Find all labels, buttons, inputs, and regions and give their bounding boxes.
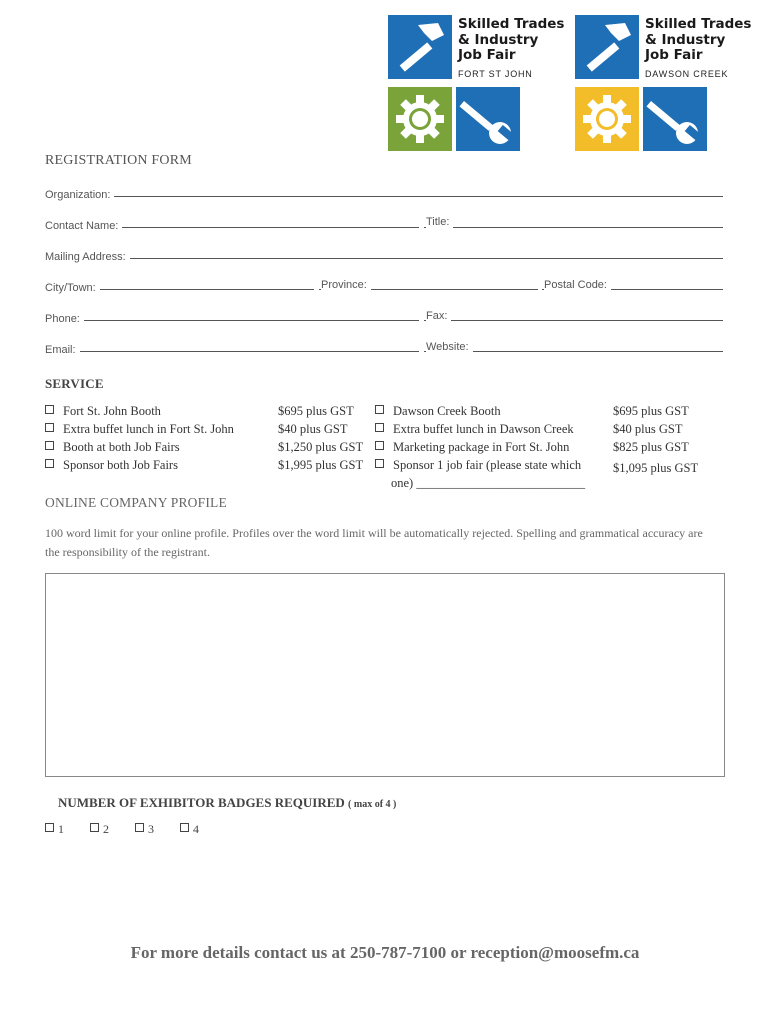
price: $695 plus GST — [278, 404, 354, 418]
gear-tile — [388, 87, 452, 151]
price: $1,250 plus GST — [278, 440, 364, 454]
checkbox[interactable] — [180, 823, 189, 832]
mailing-address-label: Mailing Address: — [45, 251, 130, 263]
postal-code-label: Postal Code: — [544, 279, 611, 291]
checkbox[interactable] — [45, 459, 54, 468]
checkbox[interactable] — [375, 441, 384, 450]
gear-icon — [575, 87, 639, 151]
city-label: City/Town: — [45, 282, 100, 294]
price: $40 plus GST — [278, 422, 348, 436]
service-option-dc-lunch[interactable]: Extra buffet lunch in Dawson Creek — [375, 422, 574, 437]
logo-location: FORT ST JOHN — [458, 69, 533, 79]
wrench-icon — [643, 87, 707, 151]
service-option-fsj-booth[interactable]: Fort St. John Booth — [45, 404, 161, 419]
phone-label: Phone: — [45, 313, 84, 325]
profile-title: ONLINE COMPANY PROFILE — [45, 495, 227, 510]
badge-option-2[interactable]: 2 — [90, 822, 109, 837]
checkbox[interactable] — [375, 459, 384, 468]
price: $825 plus GST — [613, 440, 689, 454]
gear-tile — [575, 87, 639, 151]
phone-field[interactable] — [45, 320, 419, 321]
website-label: Website: — [426, 341, 473, 353]
wrench-icon — [456, 87, 520, 151]
sponsor-one-line[interactable]: one) ___________________________ — [391, 476, 586, 490]
service-option-sponsor-both[interactable]: Sponsor both Job Fairs — [45, 458, 178, 473]
checkbox[interactable] — [45, 441, 54, 450]
profile-textarea[interactable] — [45, 573, 725, 777]
checkbox[interactable] — [375, 423, 384, 432]
email-field[interactable] — [45, 351, 419, 352]
mailing-address-field[interactable] — [45, 258, 723, 259]
service-option-fsj-lunch[interactable]: Extra buffet lunch in Fort St. John — [45, 422, 234, 437]
wrench-tile — [643, 87, 707, 151]
wrench-tile — [456, 87, 520, 151]
checkbox[interactable] — [45, 823, 54, 832]
registration-form-title: REGISTRATION FORM — [45, 153, 192, 168]
hammer-tile — [388, 15, 452, 79]
badges-title: NUMBER OF EXHIBITOR BADGES REQUIRED ( max of 4 ) — [58, 795, 397, 810]
title-field[interactable] — [424, 227, 723, 228]
footer-contact: For more details contact us at 250-787-7100 or reception@moosefm.ca — [130, 943, 640, 962]
price: $1,995 plus GST — [278, 458, 364, 472]
logo-location: DAWSON CREEK — [645, 69, 729, 79]
service-option-marketing[interactable]: Marketing package in Fort St. John — [375, 440, 569, 455]
hammer-icon — [575, 15, 639, 79]
price: $1,095 plus GST — [613, 461, 699, 475]
checkbox[interactable] — [45, 405, 54, 414]
fax-field[interactable] — [424, 320, 723, 321]
organization-field[interactable] — [45, 196, 723, 197]
price: $695 plus GST — [613, 404, 689, 418]
hammer-icon — [388, 15, 452, 79]
badges-note: ( max of 4 ) — [348, 799, 397, 810]
logo-dawson-creek — [575, 15, 765, 153]
service-option-sponsor-one[interactable]: Sponsor 1 job fair (please state which — [375, 458, 581, 473]
badge-option-3[interactable]: 3 — [135, 822, 154, 837]
organization-label: Organization: — [45, 189, 114, 201]
title-label: Title: — [426, 216, 453, 228]
checkbox[interactable] — [135, 823, 144, 832]
logo-title: Skilled Trades & Industry Job Fair — [458, 16, 565, 63]
logo-title: Skilled Trades & Industry Job Fair — [645, 16, 752, 63]
service-title: SERVICE — [45, 376, 104, 391]
logo-fort-st-john — [388, 15, 578, 153]
badge-option-4[interactable]: 4 — [180, 822, 199, 837]
checkbox[interactable] — [90, 823, 99, 832]
service-option-both-booth[interactable]: Booth at both Job Fairs — [45, 440, 180, 455]
checkbox[interactable] — [375, 405, 384, 414]
service-option-dc-booth[interactable]: Dawson Creek Booth — [375, 404, 501, 419]
checkbox[interactable] — [45, 423, 54, 432]
fax-label: Fax: — [426, 310, 451, 322]
province-label: Province: — [321, 279, 371, 291]
gear-icon — [388, 87, 452, 151]
price: $40 plus GST — [613, 422, 683, 436]
email-label: Email: — [45, 344, 80, 356]
profile-description: 100 word limit for your online profile. Profiles over the word limit will be automatically rejected. Spelling and grammatical accuracy are the responsibility of the registrant. — [45, 526, 703, 559]
hammer-tile — [575, 15, 639, 79]
contact-name-label: Contact Name: — [45, 220, 122, 232]
badge-option-1[interactable]: 1 — [45, 822, 64, 837]
